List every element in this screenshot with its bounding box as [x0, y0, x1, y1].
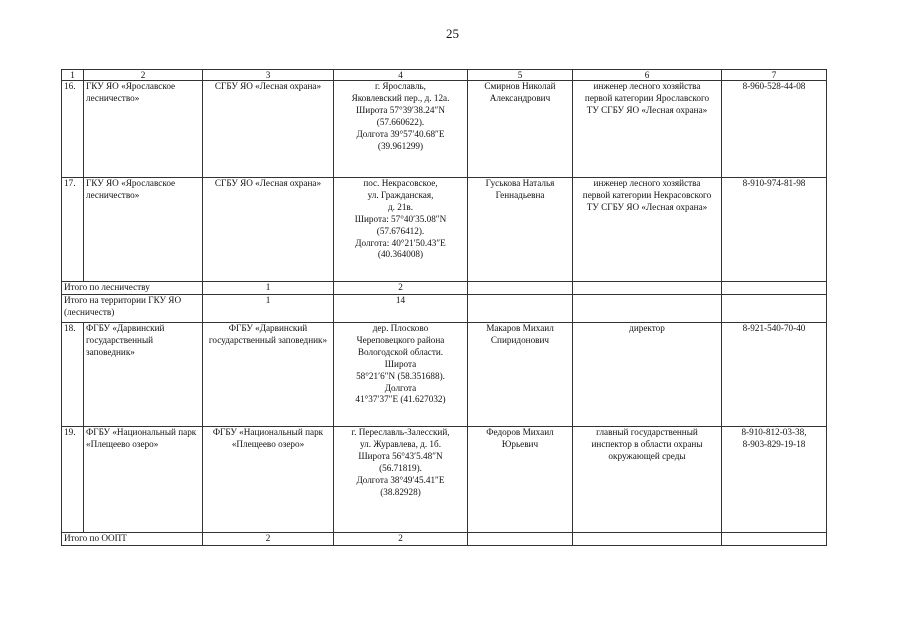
cell-line: Александрович [489, 92, 551, 103]
cell-line: (38.82928) [380, 486, 421, 497]
cell-line: дер. Плосково [372, 323, 429, 333]
row-number: 19. [62, 427, 84, 533]
cell-line: г. Ярославль, [375, 81, 426, 91]
total-col3: 2 [203, 533, 334, 546]
cell-line: 8-921-540-70-40 [742, 323, 806, 333]
page-number: 25 [446, 26, 459, 41]
cell-line: (57.660622). [376, 116, 425, 127]
cell-line: 58°21′6″N (58.351688). [356, 370, 445, 381]
total-col4: 2 [334, 533, 468, 546]
header-cell: 3 [203, 70, 334, 81]
cell-line: 41°37′37″E (41.627032) [355, 394, 446, 405]
organization-cell: ГКУ ЯО «Ярославское лесничество» [84, 81, 203, 178]
cell-line: инспектор в области охраны [591, 438, 703, 449]
address-cell [334, 427, 468, 533]
header-cell: 4 [334, 70, 468, 81]
cell-line: 8-910-812-03-38, [741, 427, 807, 437]
cell-line: Широта 56°43′5.48″N [358, 450, 443, 461]
address-cell [334, 178, 468, 282]
cell-line: Яковлевский пер., д. 12а. [351, 92, 450, 103]
cell-line: директор [629, 323, 665, 333]
cell-line: Широта 57°39′38.24″N [356, 104, 445, 115]
cell-line: Геннадьевна [495, 189, 545, 200]
cell-line: Долгота: 40°21′50.43″E [355, 237, 446, 248]
operator-cell: СГБУ ЯО «Лесная охрана» [203, 81, 334, 178]
cell-line: Широта [384, 358, 417, 369]
total-col3: 1 [203, 295, 334, 323]
total-label: Итого на территории ГКУ ЯО (лесничеств) [62, 295, 203, 323]
cell-line: Долгота [384, 382, 417, 393]
phone-cell [722, 427, 827, 533]
cell-line: инженер лесного хозяйства [593, 81, 701, 91]
address-cell [334, 81, 468, 178]
row-number: 18. [62, 323, 84, 427]
cell-line: Федоров Михаил [486, 427, 554, 437]
empty-cell [468, 295, 573, 323]
total-col3: 1 [203, 282, 334, 295]
person-cell [468, 178, 573, 282]
cell-line: Череповецкого района [356, 334, 445, 345]
organization-cell: ФГБУ «Национальный парк «Плещеево озеро» [84, 427, 203, 533]
phone-cell [722, 81, 827, 178]
cell-line: 8-903-829-19-18 [742, 438, 806, 449]
header-cell: 6 [573, 70, 722, 81]
position-cell [573, 323, 722, 427]
organization-cell: ФГБУ «Дарвинский государственный заповедник» [84, 323, 203, 427]
cell-line: первой категории Ярославского [584, 92, 710, 103]
cell-line: Долгота 38°49′45.41″E [356, 474, 445, 485]
header-cell: 2 [84, 70, 203, 81]
address-cell [334, 323, 468, 427]
operator-cell: СГБУ ЯО «Лесная охрана» [203, 178, 334, 282]
total-label: Итого по ООПТ [62, 533, 203, 546]
phone-cell [722, 323, 827, 427]
phone-cell [722, 178, 827, 282]
cell-line: Гуськова Наталья [485, 178, 555, 188]
cell-line: ТУ СГБУ ЯО «Лесная охрана» [586, 201, 708, 212]
cell-line: инженер лесного хозяйства [593, 178, 701, 188]
cell-line: ТУ СГБУ ЯО «Лесная охрана» [586, 104, 708, 115]
cell-line: (56.71819). [379, 462, 422, 473]
cell-line: Долгота 39°57′40.68″E [356, 128, 445, 139]
position-cell [573, 427, 722, 533]
cell-line: пос. Некрасовское, [363, 178, 438, 188]
empty-cell [573, 533, 722, 546]
person-cell [468, 427, 573, 533]
cell-line: окружающей среды [608, 450, 686, 461]
cell-line: (57.676412). [376, 225, 425, 236]
table-row [62, 323, 827, 427]
operator-cell: ФГБУ «Дарвинский государственный заповедник» [203, 323, 334, 427]
total-col4: 14 [334, 295, 468, 323]
empty-cell [722, 295, 827, 323]
cell-line: Вологодской области. [357, 346, 444, 357]
empty-cell [468, 282, 573, 295]
total-row [62, 282, 827, 295]
total-row [62, 295, 827, 323]
cell-line: 8-910-974-81-98 [742, 178, 806, 188]
cell-line: Широта: 57°40′35.08″N [354, 213, 447, 224]
organization-cell: ГКУ ЯО «Ярославское лесничество» [84, 178, 203, 282]
person-cell [468, 323, 573, 427]
empty-cell [722, 282, 827, 295]
table-row [62, 81, 827, 178]
cell-line: 8-960-528-44-08 [742, 81, 806, 91]
row-number: 17. [62, 178, 84, 282]
empty-cell [468, 533, 573, 546]
header-cell: 1 [62, 70, 84, 81]
position-cell [573, 81, 722, 178]
total-col4: 2 [334, 282, 468, 295]
cell-line: г. Переславль-Залесский, [351, 427, 450, 437]
total-label: Итого по лесничеству [62, 282, 203, 295]
empty-cell [722, 533, 827, 546]
cell-line: Юрьевич [501, 438, 539, 449]
cell-line: д. 21в. [387, 201, 414, 212]
table-row [62, 178, 827, 282]
cell-line: ул. Журавлева, д. 1б. [359, 438, 442, 449]
cell-line: Спиридонович [490, 334, 550, 345]
table-row [62, 427, 827, 533]
total-row [62, 533, 827, 546]
cell-line: Смирнов Николай [484, 81, 556, 91]
row-number: 16. [62, 81, 84, 178]
header-cell: 7 [722, 70, 827, 81]
cell-line: Макаров Михаил [486, 323, 554, 333]
empty-cell [573, 282, 722, 295]
cell-line: (39.961299) [377, 140, 424, 151]
empty-cell [573, 295, 722, 323]
header-cell: 5 [468, 70, 573, 81]
data-table [61, 69, 827, 546]
cell-line: (40.364008) [377, 249, 424, 260]
position-cell [573, 178, 722, 282]
person-cell [468, 81, 573, 178]
cell-line: первой категории Некрасовского [582, 189, 712, 200]
header-row [62, 70, 827, 81]
operator-cell: ФГБУ «Национальный парк «Плещеево озеро» [203, 427, 334, 533]
cell-line: главный государственный [596, 427, 698, 437]
cell-line: ул. Гражданская, [367, 189, 434, 200]
